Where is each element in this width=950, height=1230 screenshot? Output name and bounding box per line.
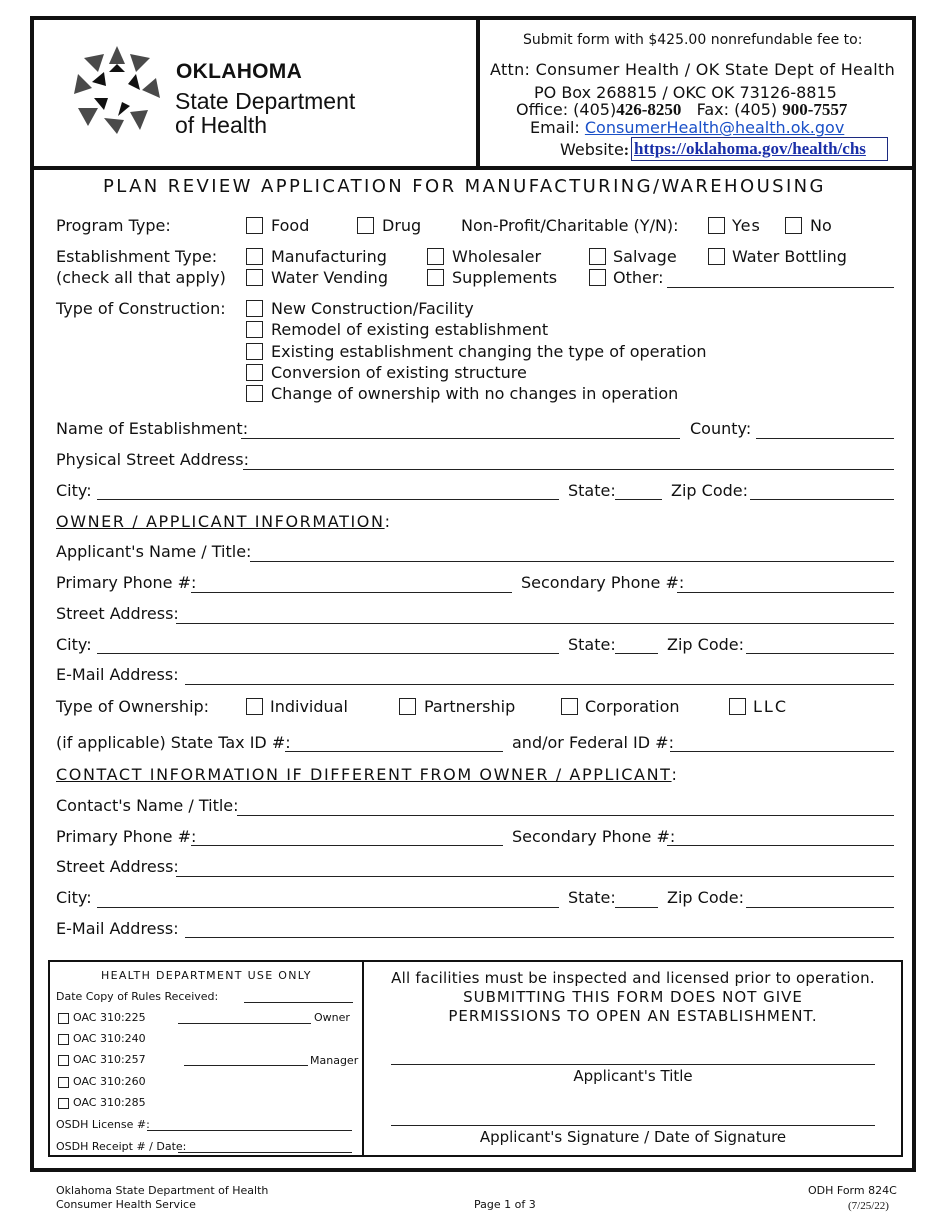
federal-id-field[interactable] bbox=[670, 751, 894, 752]
supplements-label: Supplements bbox=[452, 268, 558, 287]
contact-primary-phone-label: Primary Phone #: bbox=[56, 827, 197, 846]
owner-state-label: State: bbox=[568, 635, 616, 654]
office-fax-line bbox=[516, 100, 847, 120]
owner-zip-field[interactable] bbox=[746, 653, 894, 654]
header-divider bbox=[476, 20, 480, 166]
contact-state-label: State: bbox=[568, 888, 616, 907]
date-copy-field[interactable] bbox=[244, 1002, 353, 1003]
ownership-partnership-label: Partnership bbox=[424, 697, 516, 716]
owner-email-label: E-Mail Address: bbox=[56, 665, 179, 684]
oac-285-checkbox[interactable] bbox=[58, 1098, 69, 1109]
manufacturing-label: Manufacturing bbox=[271, 247, 387, 266]
permission-warning-line1: SUBMITTING THIS FORM DOES NOT GIVE bbox=[463, 988, 803, 1006]
form-date: (7/25/22) bbox=[848, 1200, 889, 1212]
applicant-title-label: Applicant's Title bbox=[573, 1067, 693, 1085]
federal-id-label: and/or Federal ID #: bbox=[512, 733, 674, 752]
org-name-line1: OKLAHOMA bbox=[176, 60, 303, 83]
establishment-state-label: State: bbox=[568, 481, 616, 500]
permission-warning-line2: PERMISSIONS TO OPEN AN ESTABLISHMENT. bbox=[448, 1007, 818, 1025]
oac-225-label: OAC 310:225 bbox=[73, 1011, 146, 1024]
contact-heading-colon: : bbox=[671, 765, 677, 784]
license-field[interactable] bbox=[147, 1130, 352, 1131]
office-number: 426-8250 bbox=[616, 100, 682, 119]
owner-email-field[interactable] bbox=[185, 684, 894, 685]
applicant-signature-label: Applicant's Signature / Date of Signature bbox=[479, 1128, 787, 1146]
footer-service: Consumer Health Service bbox=[56, 1198, 196, 1211]
oac-225-checkbox[interactable] bbox=[58, 1013, 69, 1024]
ownership-llc-checkbox[interactable] bbox=[729, 698, 746, 715]
construction-conversion-label: Conversion of existing structure bbox=[271, 363, 527, 382]
applicant-name-field[interactable] bbox=[250, 561, 894, 562]
physical-address-field[interactable] bbox=[243, 469, 894, 470]
construction-new-checkbox[interactable] bbox=[246, 300, 263, 317]
contact-heading-text: CONTACT INFORMATION IF DIFFERENT FROM OWNER / APPLICANT bbox=[56, 765, 672, 784]
program-food-checkbox[interactable] bbox=[246, 217, 263, 234]
po-box-line: PO Box 268815 / OKC OK 73126-8815 bbox=[534, 83, 837, 102]
oac-260-label: OAC 310:260 bbox=[73, 1075, 146, 1088]
ownership-partnership-checkbox[interactable] bbox=[399, 698, 416, 715]
program-drug-label: Drug bbox=[382, 216, 422, 235]
state-tax-id-label: (if applicable) State Tax ID #: bbox=[56, 733, 291, 752]
form-number: ODH Form 824C bbox=[808, 1184, 897, 1197]
nonprofit-yes-label: Yes bbox=[732, 216, 761, 235]
contact-section-heading bbox=[56, 765, 677, 785]
owner-city-label: City: bbox=[56, 635, 92, 654]
owner-street-label: Street Address: bbox=[56, 604, 179, 623]
contact-secondary-phone-label: Secondary Phone #: bbox=[512, 827, 676, 846]
establishment-city-field[interactable] bbox=[97, 499, 559, 500]
ownership-llc-label: LLC bbox=[753, 697, 788, 716]
owner-secondary-phone-label: Secondary Phone #: bbox=[521, 573, 685, 592]
construction-changing-checkbox[interactable] bbox=[246, 343, 263, 360]
header-bottom-rule bbox=[34, 166, 912, 170]
water-vending-label: Water Vending bbox=[271, 268, 388, 287]
establishment-state-field[interactable] bbox=[615, 499, 662, 500]
attn-line: Attn: Consumer Health / OK State Dept of Health bbox=[490, 60, 896, 79]
owner-secondary-phone-field[interactable] bbox=[677, 592, 894, 593]
ownership-corporation-label: Corporation bbox=[585, 697, 680, 716]
owner-heading-text: OWNER / APPLICANT INFORMATION bbox=[56, 512, 385, 531]
oac-240-label: OAC 310:240 bbox=[73, 1032, 146, 1045]
ownership-corporation-checkbox[interactable] bbox=[561, 698, 578, 715]
nonprofit-no-label: No bbox=[810, 216, 832, 235]
owner-zip-label: Zip Code: bbox=[667, 635, 744, 654]
footer-org: Oklahoma State Department of Health bbox=[56, 1184, 269, 1197]
ownership-type-label: Type of Ownership: bbox=[56, 697, 210, 716]
email-link[interactable]: ConsumerHealth@health.ok.gov bbox=[584, 118, 845, 137]
supplements-checkbox[interactable] bbox=[427, 269, 444, 286]
construction-ownership-label: Change of ownership with no changes in operation bbox=[271, 384, 679, 403]
owner-label: Owner bbox=[314, 1011, 350, 1024]
county-field[interactable] bbox=[756, 438, 894, 439]
website-label bbox=[560, 140, 629, 161]
owner-primary-phone-label: Primary Phone #: bbox=[56, 573, 197, 592]
website-link[interactable]: https://oklahoma.gov/health/chs bbox=[634, 139, 866, 158]
date-copy-label: Date Copy of Rules Received: bbox=[56, 990, 219, 1003]
website-colon: : bbox=[623, 142, 630, 159]
office-label: Office: (405) bbox=[516, 100, 617, 119]
org-name-line2: State Department bbox=[175, 88, 356, 114]
establishment-city-label: City: bbox=[56, 481, 92, 500]
establishment-type-label: Establishment Type: bbox=[56, 247, 218, 266]
oac-260-checkbox[interactable] bbox=[58, 1077, 69, 1088]
ownership-individual-checkbox[interactable] bbox=[246, 698, 263, 715]
fax-number: 900-7557 bbox=[782, 100, 848, 119]
state-tax-id-field[interactable] bbox=[285, 751, 503, 752]
county-label: County: bbox=[690, 419, 752, 438]
page-number: Page 1 of 3 bbox=[474, 1198, 536, 1211]
program-food-label: Food bbox=[271, 216, 310, 235]
contact-email-label: E-Mail Address: bbox=[56, 919, 179, 938]
contact-street-label: Street Address: bbox=[56, 857, 179, 876]
nonprofit-no-checkbox[interactable] bbox=[785, 217, 802, 234]
contact-zip-label: Zip Code: bbox=[667, 888, 744, 907]
manager-label: Manager bbox=[310, 1054, 359, 1067]
inspection-notice: All facilities must be inspected and licensed prior to operation. bbox=[391, 969, 875, 987]
physical-address-label: Physical Street Address: bbox=[56, 450, 249, 469]
owner-field[interactable] bbox=[178, 1023, 311, 1024]
owner-primary-phone-field[interactable] bbox=[191, 592, 512, 593]
oac-285-label: OAC 310:285 bbox=[73, 1096, 146, 1109]
fax-label: Fax: (405) bbox=[696, 100, 783, 119]
owner-street-field[interactable] bbox=[176, 623, 894, 624]
contact-name-field[interactable] bbox=[237, 815, 894, 816]
license-label: OSDH License #: bbox=[56, 1118, 150, 1131]
salvage-label: Salvage bbox=[613, 247, 677, 266]
program-drug-checkbox[interactable] bbox=[357, 217, 374, 234]
use-only-heading: HEALTH DEPARTMENT USE ONLY bbox=[101, 969, 312, 982]
oac-257-checkbox[interactable] bbox=[58, 1055, 69, 1066]
osdh-star-logo-icon bbox=[70, 44, 164, 136]
contact-street-field[interactable] bbox=[176, 876, 894, 877]
construction-remodel-label: Remodel of existing establishment bbox=[271, 320, 549, 339]
owner-state-field[interactable] bbox=[615, 653, 658, 654]
applicant-title-field[interactable] bbox=[391, 1064, 875, 1065]
owner-city-field[interactable] bbox=[97, 653, 559, 654]
establishment-type-hint: (check all that apply) bbox=[56, 268, 226, 287]
contact-city-field[interactable] bbox=[97, 907, 559, 908]
water-bottling-checkbox[interactable] bbox=[708, 248, 725, 265]
receipt-label: OSDH Receipt # / Date: bbox=[56, 1140, 187, 1153]
construction-new-label: New Construction/Facility bbox=[271, 299, 474, 318]
contact-zip-field[interactable] bbox=[746, 907, 894, 908]
oac-240-checkbox[interactable] bbox=[58, 1034, 69, 1045]
establishment-zip-label: Zip Code: bbox=[671, 481, 748, 500]
contact-email-field[interactable] bbox=[185, 937, 894, 938]
nonprofit-yes-checkbox[interactable] bbox=[708, 217, 725, 234]
construction-ownership-checkbox[interactable] bbox=[246, 385, 263, 402]
contact-secondary-phone-field[interactable] bbox=[667, 845, 894, 846]
applicant-signature-field[interactable] bbox=[391, 1125, 875, 1126]
contact-name-label: Contact's Name / Title: bbox=[56, 796, 239, 815]
construction-remodel-checkbox[interactable] bbox=[246, 321, 263, 338]
oac-257-label: OAC 310:257 bbox=[73, 1053, 146, 1066]
email-line bbox=[530, 118, 844, 138]
ownership-individual-label: Individual bbox=[270, 697, 348, 716]
owner-heading-colon: : bbox=[384, 512, 390, 531]
form-title: PLAN REVIEW APPLICATION FOR MANUFACTURING/WAREHOUSING bbox=[103, 176, 826, 197]
owner-section-heading bbox=[56, 512, 390, 532]
contact-city-label: City: bbox=[56, 888, 92, 907]
wholesaler-label: Wholesaler bbox=[452, 247, 542, 266]
establishment-name-field[interactable] bbox=[241, 438, 680, 439]
construction-conversion-checkbox[interactable] bbox=[246, 364, 263, 381]
construction-type-label: Type of Construction: bbox=[56, 299, 226, 318]
program-type-label: Program Type: bbox=[56, 216, 171, 235]
contact-primary-phone-field[interactable] bbox=[191, 845, 503, 846]
email-label: Email: bbox=[530, 118, 585, 137]
construction-changing-label: Existing establishment changing the type of operation bbox=[271, 342, 707, 361]
applicant-name-label: Applicant's Name / Title: bbox=[56, 542, 252, 561]
receipt-field[interactable] bbox=[178, 1152, 352, 1153]
salvage-checkbox[interactable] bbox=[589, 248, 606, 265]
submit-fee-note: Submit form with $425.00 nonrefundable fee to: bbox=[523, 32, 863, 48]
establishment-zip-field[interactable] bbox=[750, 499, 894, 500]
water-bottling-label: Water Bottling bbox=[732, 247, 847, 266]
other-input-line[interactable] bbox=[667, 287, 894, 288]
establishment-name-label: Name of Establishment: bbox=[56, 419, 249, 438]
nonprofit-label: Non-Profit/Charitable (Y/N): bbox=[461, 216, 679, 235]
contact-state-field[interactable] bbox=[615, 907, 658, 908]
wholesaler-checkbox[interactable] bbox=[427, 248, 444, 265]
other-label: Other: bbox=[613, 268, 664, 287]
manufacturing-checkbox[interactable] bbox=[246, 248, 263, 265]
website-label-text: Website bbox=[560, 140, 624, 159]
manager-field[interactable] bbox=[184, 1065, 308, 1066]
water-vending-checkbox[interactable] bbox=[246, 269, 263, 286]
org-name-line3: of Health bbox=[175, 112, 268, 138]
other-checkbox[interactable] bbox=[589, 269, 606, 286]
